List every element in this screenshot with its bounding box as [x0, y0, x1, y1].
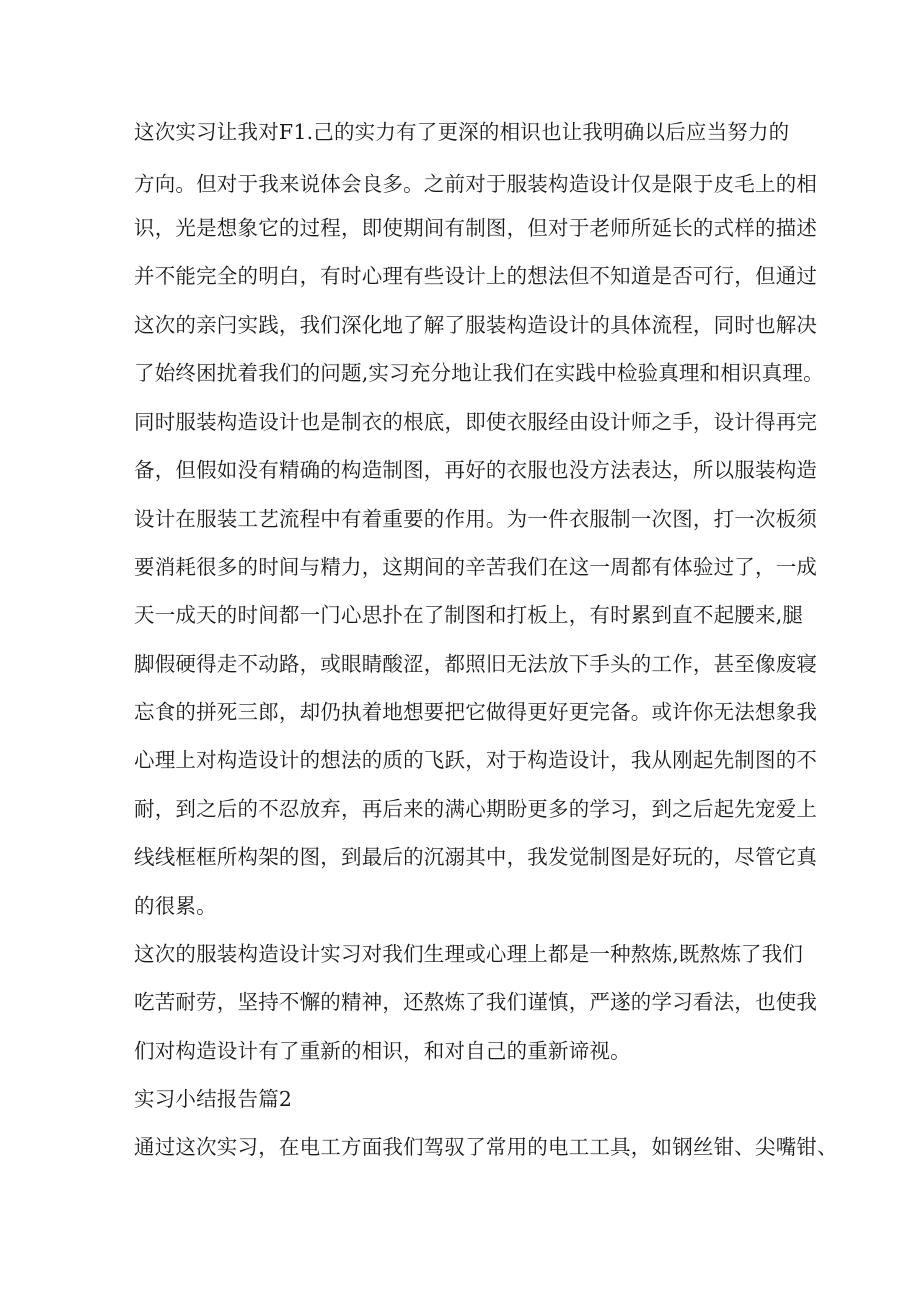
paragraph-2-line: 耐，到之后的不忍放弃，再后来的满心期盼更多的学习，到之后起先宠爱上: [134, 797, 818, 821]
paragraph-3-line: 这次的服装构造设计实习对我们生理或心理上都是一种熬炼,既熬炼了我们: [134, 942, 804, 966]
section-heading: 实习小结报告篇2: [134, 1087, 293, 1111]
paragraph-1-line: 这次实习让我对F1.己的实力有了更深的相识也让我明确以后应当努力的: [134, 120, 790, 144]
paragraph-2-line: 设计在服装工艺流程中有着重要的作用。为一件衣服制一次图，打一次板须: [134, 507, 818, 531]
paragraph-2-line: 线线框框所构架的图，到最后的沉溺其中，我发觉制图是好玩的，尽管它真: [134, 845, 818, 869]
paragraph-3-line: 们对构造设计有了重新的相识，和对自己的重新谛视。: [134, 1039, 631, 1063]
paragraph-2-line: 同时服装构造设计也是制衣的根底，即使衣服经由设计师之手，设计得再完: [134, 410, 818, 434]
paragraph-1-line: 了始终困扰着我们的问题,实习充分地让我们在实践中检验真理和相识真理。: [134, 361, 824, 385]
paragraph-1-line: 识，光是想象它的过程，即使期间有制图，但对于老师所延长的式样的描述: [134, 216, 818, 240]
paragraph-2-line: 天一成天的时间都一门心思扑在了制图和打板上，有时累到直不起腰来,腿: [134, 603, 804, 627]
paragraph-2-line: 的很累。: [134, 894, 217, 918]
paragraph-1-line: 并不能完全的明白，有时心理有些设计上的想法但不知道是否可行，但通过: [134, 264, 818, 288]
paragraph-1-line: 方向。但对于我来说体会良多。之前对于服装构造设计仅是限于皮毛上的相: [134, 172, 818, 196]
paragraph-2-line: 心理上对构造设计的想法的质的飞跃，对于构造设计，我从刚起先制图的不: [134, 748, 818, 772]
paragraph-1-line: 这次的亲闩实践，我们深化地了解了服装构造设计的具体流程，同时也解决: [134, 313, 818, 337]
paragraph-2-line: 脚假硬得走不动路，或眼睛酸涩，都照旧无法放下手头的工作，甚至像废寝: [134, 652, 818, 676]
paragraph-2-line: 忘食的拼死三郎，却仍执着地想要把它做得更好更完备。或许你无法想象我: [134, 700, 818, 724]
paragraph-3-line: 吃苦耐劳，坚持不懈的精神，还熬炼了我们谨慎，严遂的学习看法，也使我: [134, 990, 818, 1014]
paragraph-2-line: 要消耗很多的时间与精力，这期间的辛苦我们在这一周都有体验过了，一成: [134, 555, 818, 579]
paragraph-4-line: 通过这次实习，在电工方面我们驾驭了常用的电工工具，如钢丝钳、尖嘴钳、: [134, 1135, 838, 1159]
paragraph-2-line: 备，但假如没有精确的构造制图，再好的衣服也没方法表达，所以服装构造: [134, 458, 818, 482]
